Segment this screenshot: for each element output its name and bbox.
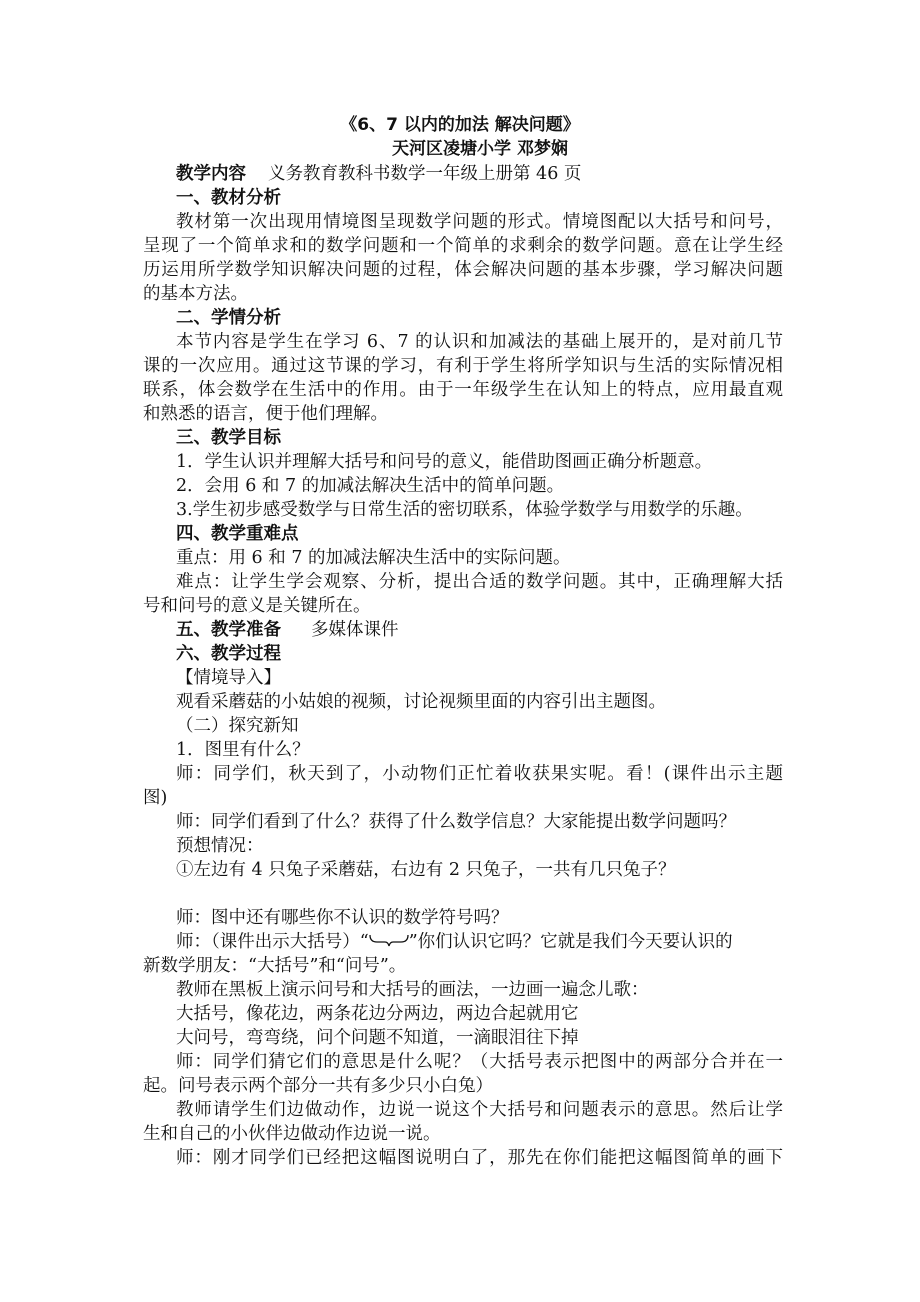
paragraph-line: 历运用所学数学知识解决问题的过程，体会解决问题的基本步骤，学习解决问题 (143, 260, 783, 280)
paragraph-line: 的基本方法。 (143, 284, 248, 304)
dialogue-line: 师：刚才同学们已经把这幅图说明白了，那先在你们能把这幅图简单的画下 (176, 1148, 783, 1168)
content-text: 义务教育教科书数学一年级上册第 46 页 (268, 164, 582, 184)
dialogue-line: 新数学朋友：“大括号”和“问号”。 (143, 956, 407, 976)
section-heading-teaching-goals: 三、教学目标 (176, 428, 281, 448)
dialogue-line: 起。问号表示两个部分一共有多少只小白兔） (143, 1076, 493, 1096)
preparation-row (176, 618, 399, 642)
dialogue-line: 教师请学生们边做动作，边说一说这个大括号和问题表示的意思。然后让学 (176, 1100, 783, 1120)
dialogue-line: 师：同学们看到了什么？获得了什么数学信息？大家能提出数学问题吗？ (176, 812, 736, 832)
dialogue-line: 师：同学们猜它们的意思是什么呢？（大括号表示把图中的两部分合并在一 (176, 1052, 783, 1072)
dialogue-line-with-brace (176, 930, 783, 954)
dialogue-line: ①左边有 4 只兔子采蘑菇，右边有 2 只兔子，一共有几只兔子？ (176, 860, 676, 880)
difficult-point-line: 号和问号的意义是关键所在。 (143, 596, 371, 616)
preparation-text: 多媒体课件 (311, 620, 399, 640)
dialogue-line: 师：同学们，秋天到了，小动物们正忙着收获果实呢。看！(课件出示主题 (176, 764, 783, 784)
section-heading-student-analysis: 二、学情分析 (176, 308, 281, 328)
explore-label: （二）探究新知 (176, 716, 299, 736)
section-heading-teaching-process: 六、教学过程 (176, 644, 281, 664)
goal-item: 2．会用 6 和 7 的加减法解决生活中的简单问题。 (176, 476, 565, 496)
dialogue-line: 教师在黑板上演示问号和大括号的画法，一边画一遍念儿歌： (176, 980, 649, 1000)
dialogue-part: 师：（课件出示大括号）“ (176, 932, 369, 952)
dialogue-line: 预想情况： (176, 836, 264, 856)
paragraph-line: 本节内容是学生在学习 6、7 的认识和加减法的基础上展开的，是对前几节 (176, 332, 783, 352)
goal-item: 1．学生认识并理解大括号和问号的意义，能借助图画正确分析题意。 (176, 452, 713, 472)
section-heading-key-points: 四、教学重难点 (176, 524, 299, 544)
dialogue-part: ”你们认识它吗？它就是我们今天要认识的 (408, 932, 733, 952)
dialogue-line: 师：图中还有哪些你不认识的数学符号吗？ (176, 908, 509, 928)
paragraph-line: 呈现了一个简单求和的数学问题和一个简单的求剩余的数学问题。意在让学生经 (143, 236, 783, 256)
document-title: 《6、7 以内的加法 解决问题》 (340, 115, 580, 135)
paragraph-line: 课的一次应用。通过这节课的学习，有利于学生将所学知识与生活的实际情况相 (143, 356, 783, 376)
paragraph-line: 和熟悉的语言，便于他们理解。 (143, 404, 388, 424)
question-heading: 1．图里有什么？ (176, 740, 310, 760)
content-label: 教学内容 (176, 164, 246, 184)
content-row (176, 162, 581, 186)
dialogue-line: 图) (143, 788, 168, 808)
paragraph-line: 联系，体会数学在生活中的作用。由于一年级学生在认知上的特点，应用最直观 (143, 380, 783, 400)
difficult-point-line: 难点：让学生学会观察、分析，提出合适的数学问题。其中，正确理解大括 (176, 572, 783, 592)
scene-intro-label: 【情境导入】 (176, 668, 281, 688)
key-point-line: 重点：用 6 和 7 的加减法解决生活中的实际问题。 (176, 548, 571, 568)
dialogue-line: 生和自己的小伙伴边做动作边说一说。 (143, 1124, 441, 1144)
paragraph-line: 教材第一次出现用情境图呈现数学问题的形式。情境图配以大括号和问号， (176, 212, 783, 232)
curly-brace-icon (369, 932, 409, 948)
song-line: 大括号，像花边，两条花边分两边，两边合起就用它 (176, 1004, 579, 1024)
goal-item: 3.学生初步感受数学与日常生活的密切联系，体验学数学与用数学的乐趣。 (176, 500, 753, 520)
section-heading-textbook-analysis: 一、教材分析 (176, 188, 281, 208)
scene-intro-text: 观看采蘑菇的小姑娘的视频，讨论视频里面的内容引出主题图。 (176, 692, 666, 712)
song-line: 大问号，弯弯绕，问个问题不知道，一滴眼泪往下掉 (176, 1028, 579, 1048)
section-heading-preparation: 五、教学准备 (176, 620, 281, 640)
author-line: 天河区凌塘小学 邓梦娴 (392, 139, 568, 159)
